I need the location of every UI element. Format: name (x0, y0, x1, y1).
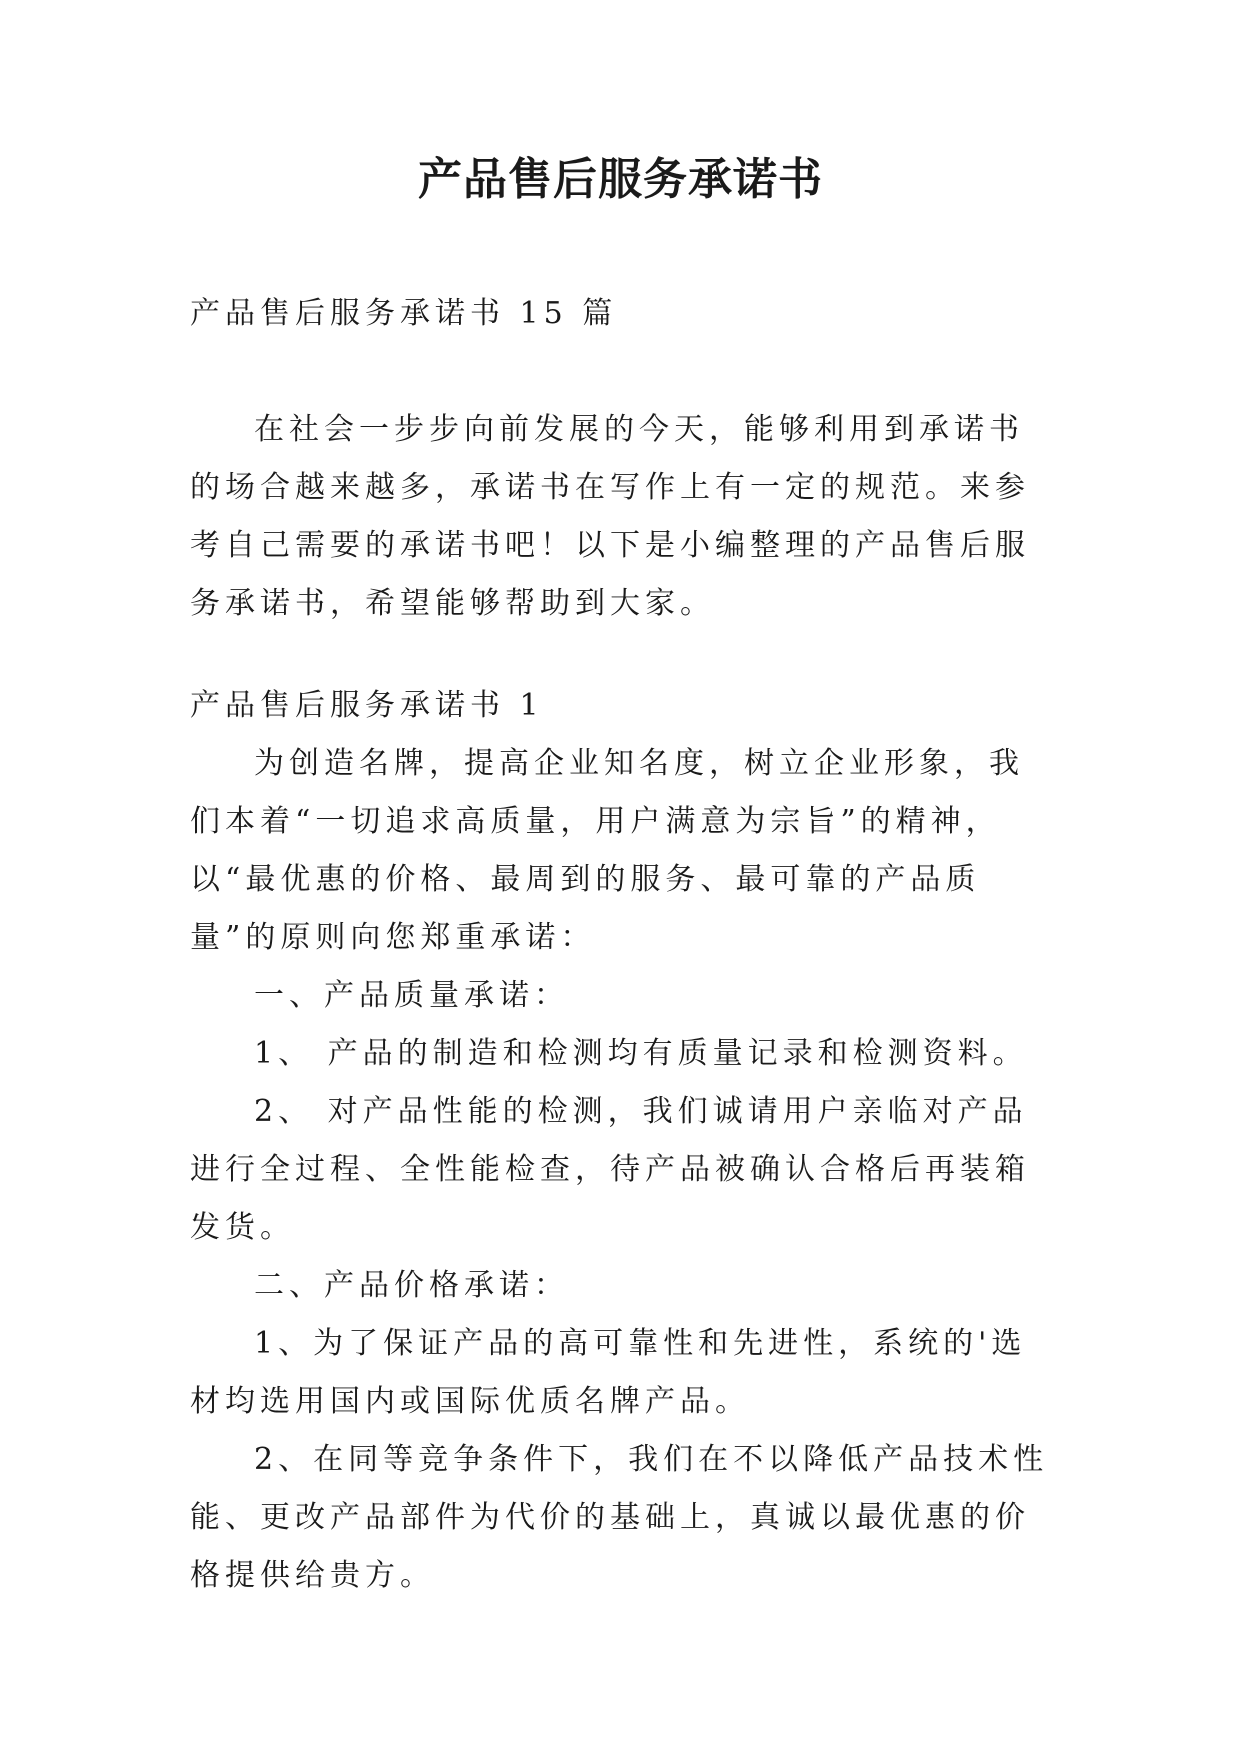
price-heading: 二、产品价格承诺： (254, 1268, 569, 1303)
subtitle: 产品售后服务承诺书 15 篇 (190, 296, 618, 331)
page-title: 产品售后服务承诺书 (418, 154, 823, 205)
section-paragraph: 为创造名牌，提高企业知名度，树立企业形象，我们本着“一切追求高质量，用户满意为宗旨”的精神，以“最优惠的价格、最周到的服务、最可靠的产品质量”的原则向您郑重承诺： (190, 746, 1024, 955)
spacer (190, 343, 1055, 401)
quality-item-1: 1、 产品的制造和检测均有质量记录和检测资料。 (254, 1036, 1028, 1071)
section-heading: 产品售后服务承诺书 1 (190, 688, 544, 723)
price-item-2: 2、在同等竞争条件下，我们在不以降低产品技术性能、更改产品部件为代价的基础上，真诚以最优惠的价格提供给贵方。 (190, 1442, 1049, 1593)
spacer (190, 633, 1055, 677)
quality-heading: 一、产品质量承诺： (254, 978, 569, 1013)
quality-item-2: 2、 对产品性能的检测，我们诚请用户亲临对产品进行全过程、全性能检查，待产品被确认合格后再装箱发货。 (190, 1094, 1030, 1245)
intro-paragraph: 在社会一步步向前发展的今天，能够利用到承诺书的场合越来越多，承诺书在写作上有一定的规范。来参考自己需要的承诺书吧！以下是小编整理的产品售后服务承诺书，希望能够帮助到大家。 (190, 412, 1030, 621)
document-body (190, 285, 1055, 1605)
price-item-1: 1、为了保证产品的高可靠性和先进性，系统的'选材均选用国内或国际优质名牌产品。 (190, 1326, 1027, 1419)
